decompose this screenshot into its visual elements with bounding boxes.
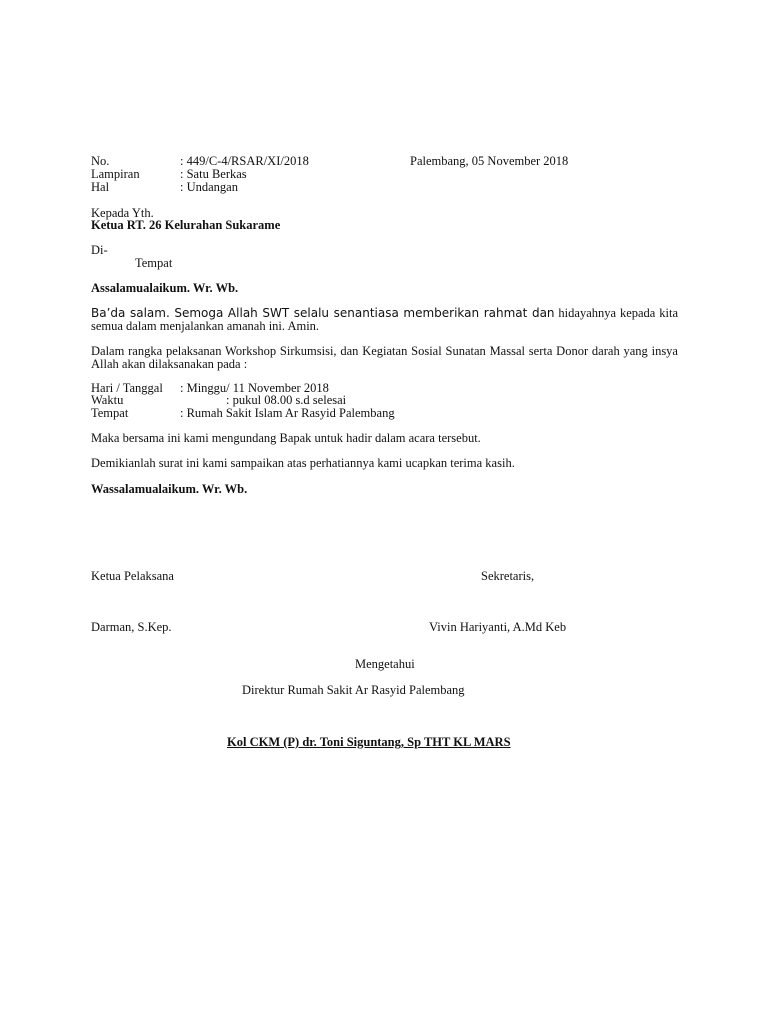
chairman-title: Ketua Pelaksana <box>91 569 174 583</box>
attachment-label: Lampiran <box>91 167 140 181</box>
recipient-name: Ketua RT. 26 Kelurahan Sukarame <box>91 218 281 232</box>
place-date: Palembang, 05 November 2018 <box>410 154 569 168</box>
opening-paragraph <box>91 307 678 333</box>
chairman-name: Darman, S.Kep. <box>91 620 172 634</box>
event-paragraph: Dalam rangka pelaksanan Workshop Sirkumsisi, dan Kegiatan Sosial Sunatan Massal serta Donor darah yang insya Allah akan dilaksanakan pada : <box>91 344 678 371</box>
number-label: No. <box>91 154 110 168</box>
director-title: Direktur Rumah Sakit Ar Rasyid Palembang <box>242 683 465 697</box>
day-date-value: : Minggu/ 11 November 2018 <box>180 381 329 395</box>
secretary-name: Vivin Hariyanti, A.Md Keb <box>429 620 567 634</box>
venue-value: : Rumah Sakit Islam Ar Rasyid Palembang <box>180 406 395 420</box>
opening-paragraph-part1: Ba’da salam. Semoga Allah SWT selalu senantiasa memberikan rahmat dan <box>91 306 555 320</box>
time-value: : pukul 08.00 s.d selesai <box>226 393 347 407</box>
greeting: Assalamualaikum. Wr. Wb. <box>91 281 239 295</box>
acknowledged-label: Mengetahui <box>355 657 415 671</box>
director-name: Kol CKM (P) dr. Toni Siguntang, Sp THT KL MARS <box>227 735 511 749</box>
closing-paragraph: Demikianlah surat ini kami sampaikan atas perhatiannya kami ucapkan terima kasih. <box>91 456 515 470</box>
invitation-paragraph: Maka bersama ini kami mengundang Bapak untuk hadir dalam acara tersebut. <box>91 431 481 445</box>
subject-label: Hal <box>91 180 110 194</box>
recipient-di: Di- <box>91 243 108 257</box>
time-label: Waktu <box>91 393 124 407</box>
subject-value: : Undangan <box>180 180 238 194</box>
opening-paragraph-part2: hidayahnya kepada kita semua dalam menjalankan amanah ini. Amin. <box>91 306 678 333</box>
secretary-title: Sekretaris, <box>481 569 535 583</box>
recipient-salutation: Kepada Yth. <box>91 206 154 220</box>
venue-label: Tempat <box>91 406 129 420</box>
closing-greeting: Wassalamualaikum. Wr. Wb. <box>91 482 248 496</box>
number-value: : 449/C-4/RSAR/XI/2018 <box>180 154 309 168</box>
day-date-label: Hari / Tanggal <box>91 381 163 395</box>
attachment-value: : Satu Berkas <box>180 167 247 181</box>
recipient-place: Tempat <box>135 256 173 270</box>
